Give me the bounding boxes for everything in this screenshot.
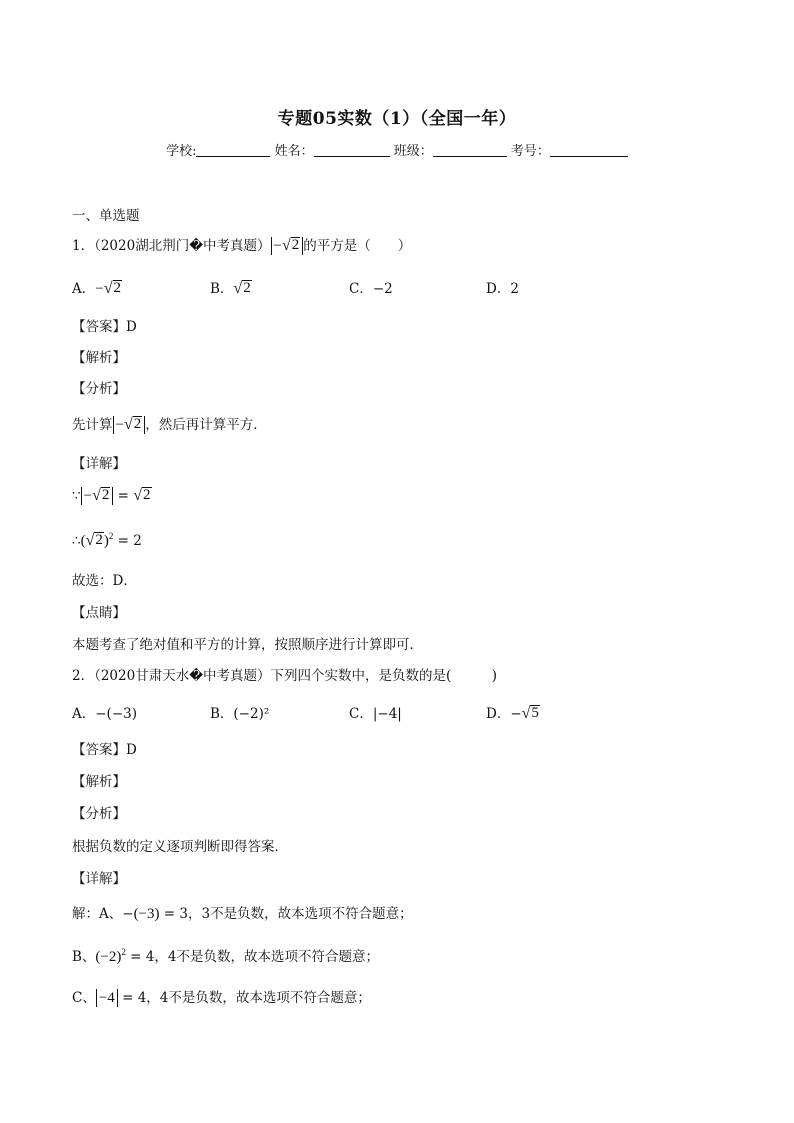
q1-because-line	[72, 487, 152, 505]
q1-option-a-label: A．	[72, 281, 96, 297]
q1-answer: 【答案】D	[72, 319, 137, 335]
q2-analysis-heading: 【解析】	[72, 774, 126, 790]
sqrt2-squared-expr: ( √ 2 )$^2$	[80, 531, 114, 549]
q2-fenxi-heading: 【分析】	[72, 806, 126, 822]
sqrt5-expr: √ 5	[521, 705, 539, 722]
q2-option-c: C．|−4|	[349, 706, 402, 722]
q1-result: = 2	[117, 533, 142, 549]
abs-neg-sqrt2-expr: − √ 2	[113, 416, 146, 434]
sqrt2-expr: √ 2	[233, 280, 251, 297]
section-heading: 一、单选题	[72, 208, 140, 224]
q2-detail-c-suffix: = 4，4不是负数，故本选项不符合题意；	[117, 990, 371, 1006]
neg2-squared-expr: $(-2)^2$	[95, 947, 126, 965]
q2-detail-b-suffix: = 4，4不是负数，故本选项不符合题意；	[125, 949, 379, 965]
q2-option-d-label: D．−	[486, 706, 522, 722]
exam-no-label: 考号：	[510, 144, 550, 159]
name-blank[interactable]	[314, 144, 390, 157]
q2-option-d	[486, 702, 540, 723]
school-label: 学校:	[166, 144, 197, 159]
q2-detail-a-suffix: = 3，3不是负数，故本选项不符合题意；	[159, 906, 413, 922]
q2-detail-heading: 【详解】	[72, 871, 126, 887]
q1-stem-suffix: 的平方是（ ）	[303, 238, 412, 254]
class-blank[interactable]	[433, 144, 507, 157]
class-label: 班级：	[393, 144, 433, 159]
q2-option-b: B．(−2)²	[210, 706, 270, 722]
q2-detail-b-prefix: B、	[72, 949, 96, 965]
school-blank[interactable]	[196, 144, 270, 157]
q1-comment: 本题考查了绝对值和平方的计算，按照顺序进行计算即可．	[72, 637, 423, 653]
q1-option-d: D．2	[486, 281, 519, 297]
question-1-stem	[72, 234, 411, 255]
q2-detail-c-prefix: C、	[72, 990, 96, 1006]
abs-neg-sqrt2-expr: − √ 2	[271, 237, 304, 255]
therefore-symbol: ∴	[72, 533, 81, 549]
abs-neg4-expr: −4	[96, 989, 118, 1007]
q1-analysis-heading: 【解析】	[72, 350, 126, 366]
q1-fenxi-text	[72, 413, 267, 434]
q1-stem-prefix: 1．（2020湖北荆门�中考真题）	[72, 238, 271, 254]
q1-option-b-label: B．	[210, 281, 234, 297]
q1-detail-heading: 【详解】	[72, 456, 126, 472]
q1-fenxi-heading: 【分析】	[72, 381, 126, 397]
q1-fenxi-prefix: 先计算	[72, 417, 113, 433]
abs-neg-sqrt2-expr: − √ 2	[81, 487, 114, 505]
exam-no-blank[interactable]	[550, 144, 628, 157]
paren-neg3-expr: (−3)	[133, 906, 160, 922]
student-info-line	[0, 140, 794, 159]
q2-answer: 【答案】D	[72, 742, 137, 758]
neg-sqrt2-expr: − √ 2	[95, 280, 121, 297]
because-symbol: ∵	[72, 488, 81, 504]
q1-comment-heading: 【点睛】	[72, 605, 126, 621]
q1-choice: 故选：D．	[72, 573, 137, 589]
sqrt2-expr: √ 2	[133, 487, 151, 504]
equals-sign: =	[117, 488, 129, 504]
q1-fenxi-suffix: ，然后再计算平方．	[145, 417, 267, 433]
q1-therefore-line	[72, 531, 142, 550]
question-2-stem: 2．（2020甘肃天水�中考真题）下列四个实数中，是负数的是( )	[72, 668, 498, 684]
q2-option-a: A．−(−3)	[72, 706, 137, 722]
page-title: 专题05实数（1）（全国一年）	[277, 109, 517, 129]
q2-detail-c	[72, 986, 371, 1007]
q1-option-c: C．−2	[349, 281, 393, 297]
q2-detail-a-prefix: 解：A、−	[72, 906, 134, 922]
q2-detail-b	[72, 945, 379, 966]
q2-fenxi-text: 根据负数的定义逐项判断即得答案．	[72, 839, 288, 855]
q1-option-a	[72, 277, 122, 298]
q2-detail-a	[72, 902, 413, 923]
name-label: 姓名：	[274, 144, 314, 159]
q1-option-b	[210, 277, 252, 298]
